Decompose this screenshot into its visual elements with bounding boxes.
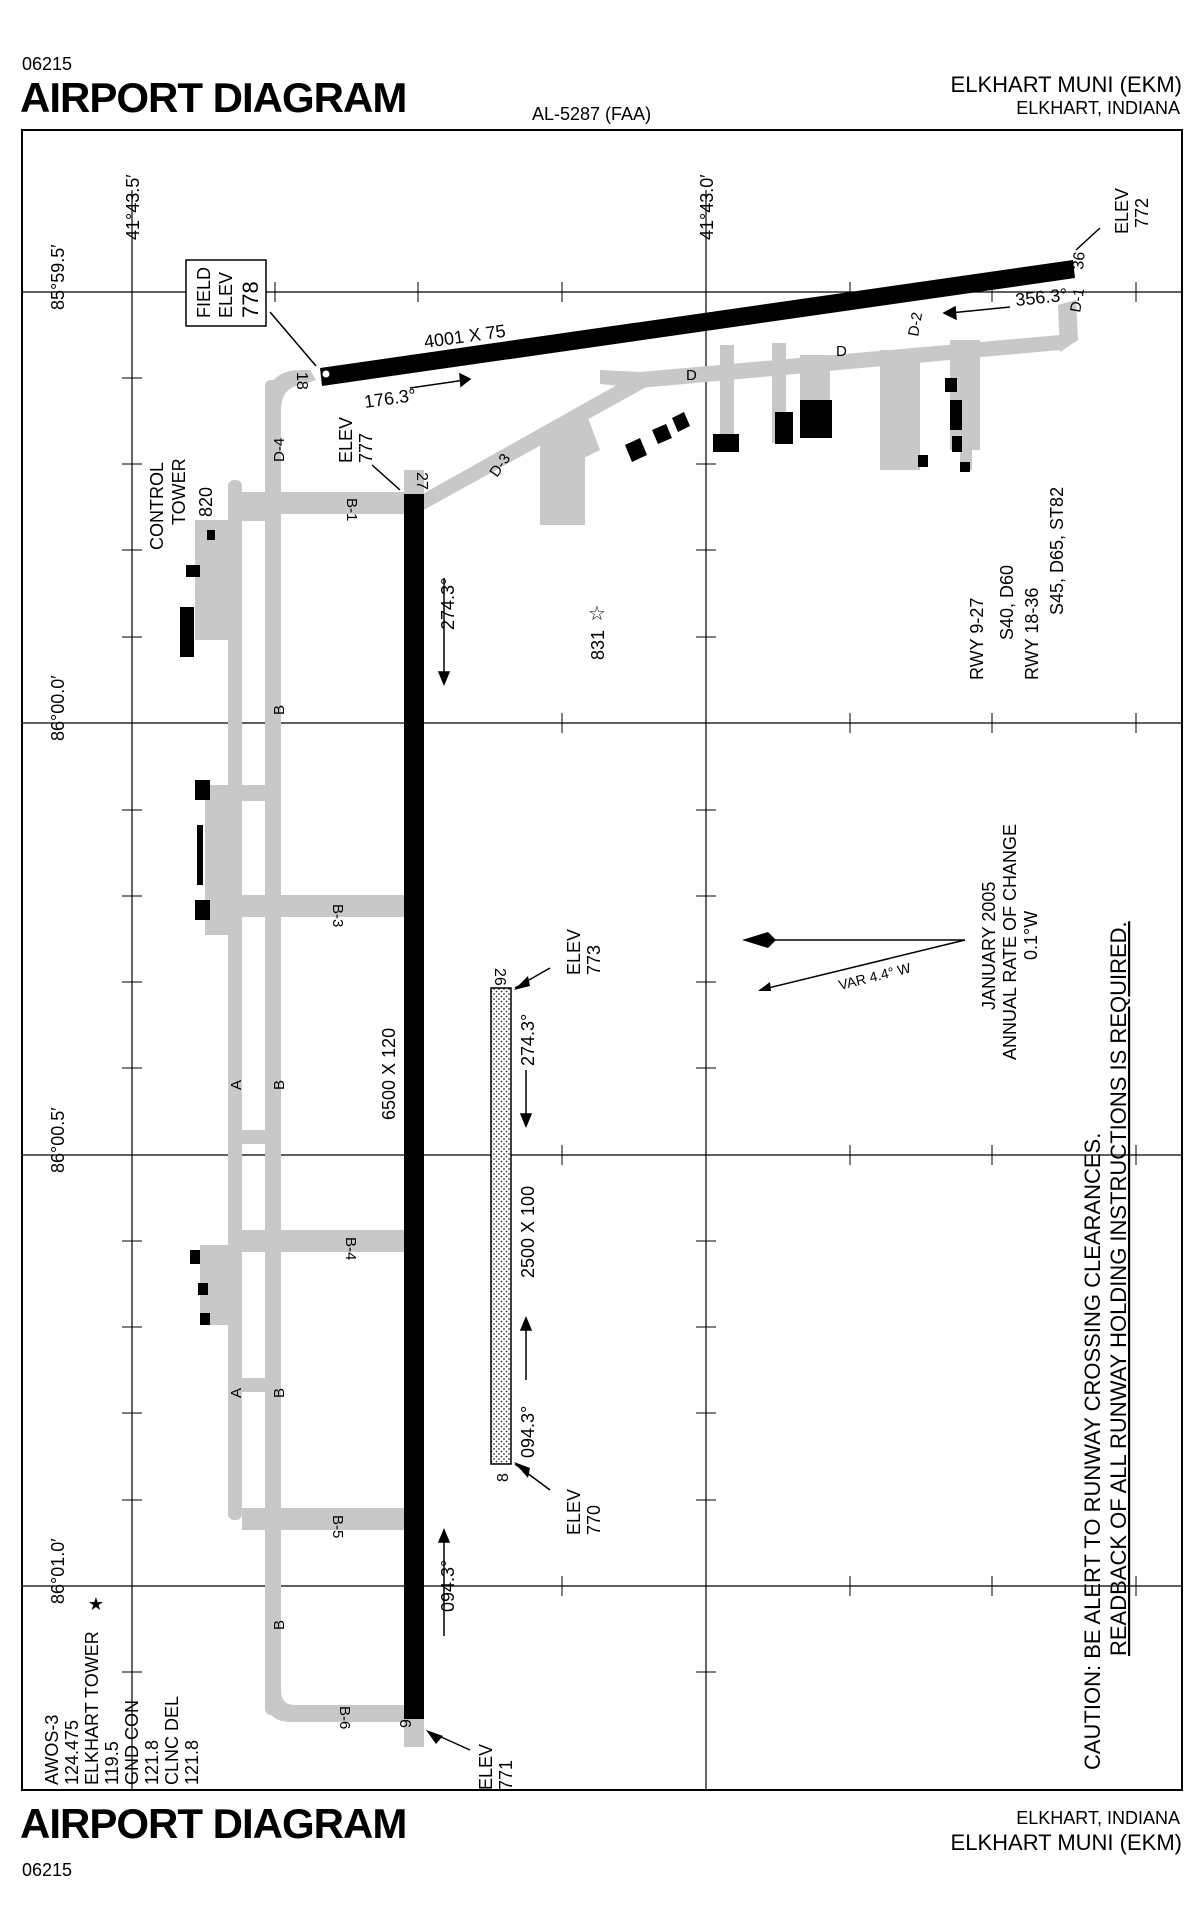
strength-rwy1836-label: RWY 18-36 xyxy=(1022,587,1042,680)
rwy826-dims: 2500 X 100 xyxy=(518,1185,538,1278)
taxiway-b-label-4: B xyxy=(271,1619,288,1630)
lat-label-4: 86°01.0′ xyxy=(48,1538,68,1604)
lat-label-3: 86°00.5′ xyxy=(48,1107,68,1173)
rwy27-elev: 777 xyxy=(356,432,376,463)
freq-awos-value: 124.475 xyxy=(62,1719,82,1785)
rwy8-elev: 770 xyxy=(584,1504,604,1535)
freq-gnd: GND CON xyxy=(122,1700,142,1785)
rwy927-heading-094: 094.3° xyxy=(438,1559,458,1612)
rwy9-end: 9 xyxy=(398,1719,415,1728)
taxiway-b-label-2: B xyxy=(271,1079,288,1090)
runway-8-26 xyxy=(491,988,511,1464)
airport-name-top: ELKHART MUNI (EKM) xyxy=(950,72,1182,97)
variation-rate-label: ANNUAL RATE OF CHANGE xyxy=(1000,823,1020,1060)
lon-label-2: 41°43.0′ xyxy=(697,174,717,240)
taxiway-network xyxy=(195,300,1078,1722)
taxiway-b5: B-5 xyxy=(329,1515,346,1539)
rwy826-heading-094: 094.3° xyxy=(518,1405,538,1458)
taxiway-d-label-1: D xyxy=(686,367,697,384)
rwy8-elev-label: ELEV xyxy=(564,1488,584,1535)
taxiway-a-label-2: A xyxy=(228,1387,245,1398)
chart-id-bottom: 06215 xyxy=(22,1860,73,1880)
taxiway-b6: B-6 xyxy=(336,1706,353,1730)
chart-title-top: AIRPORT DIAGRAM xyxy=(20,74,407,121)
caution-line1: CAUTION: BE ALERT TO RUNWAY CROSSING CLEARANCES. xyxy=(1080,1132,1105,1770)
taxiway-d-label-2: D xyxy=(836,343,847,360)
runway-9-27 xyxy=(404,494,424,1719)
location-top: ELKHART, INDIANA xyxy=(1016,98,1180,118)
rwy1836-heading-356: 356.3° xyxy=(1014,284,1069,310)
rwy8-end: 8 xyxy=(495,1473,512,1482)
taxiway-d1: D-1 xyxy=(1067,286,1089,314)
freq-gnd-value: 121.8 xyxy=(142,1739,162,1785)
taxiway-b4: B-4 xyxy=(342,1237,359,1261)
rwy9-elev: 771 xyxy=(496,1759,516,1790)
rwy26-elev: 773 xyxy=(584,944,604,975)
taxiway-b-label-3: B xyxy=(271,1387,288,1398)
rwy927-heading-274: 274.3° xyxy=(438,577,458,630)
rwy1836-heading-176: 176.3° xyxy=(362,384,418,412)
rwy27-end: 27 xyxy=(413,472,430,490)
lat-label-2: 86°00.0′ xyxy=(48,675,68,741)
variation-date: JANUARY 2005 xyxy=(979,881,999,1010)
lat-label-1: 85°59.5′ xyxy=(48,244,68,310)
freq-clnc: CLNC DEL xyxy=(162,1695,182,1785)
rwy927-dims: 6500 X 120 xyxy=(379,1027,399,1120)
location-bottom: ELKHART, INDIANA xyxy=(1016,1808,1180,1828)
field-elev-value: 778 xyxy=(238,281,263,318)
variation-rate: 0.1°W xyxy=(1021,910,1041,960)
rwy9-elev-label: ELEV xyxy=(476,1743,496,1790)
taxiway-b3: B-3 xyxy=(329,904,346,928)
beacon-icon: ☆ xyxy=(588,603,606,625)
rwy26-end: 26 xyxy=(491,968,508,986)
strength-rwy1836-value: S45, D65, ST82 xyxy=(1047,486,1067,615)
rwy26-elev-label: ELEV xyxy=(564,928,584,975)
rwy27-elev-label: ELEV xyxy=(336,416,356,463)
caution-line2: READBACK OF ALL RUNWAY HOLDING INSTRUCTIONS IS REQUIRED. xyxy=(1106,921,1131,1656)
rwy36-elev-label: ELEV xyxy=(1112,187,1132,234)
rwy36-end: 36 xyxy=(1070,250,1089,271)
control-tower-elev: 820 xyxy=(196,486,216,517)
variation-var: VAR 4.4° W xyxy=(836,959,913,993)
taxiway-d3: D-3 xyxy=(486,450,515,481)
airport-name-bottom: ELKHART MUNI (EKM) xyxy=(950,1830,1182,1855)
freq-awos: AWOS-3 xyxy=(42,1714,62,1785)
al-number: AL-5287 (FAA) xyxy=(532,104,652,124)
chart-id-top: 06215 xyxy=(22,54,73,74)
rwy36-elev: 772 xyxy=(1132,197,1152,228)
taxiway-d4: D-4 xyxy=(271,437,288,462)
strength-rwy927-label: RWY 9-27 xyxy=(967,597,987,680)
taxiway-d2: D-2 xyxy=(905,310,927,338)
freq-clnc-value: 121.8 xyxy=(182,1739,202,1785)
field-elev-line1: FIELD xyxy=(194,266,214,318)
taxiway-a-label-1: A xyxy=(228,1079,245,1090)
lon-label-1: 41°43.5′ xyxy=(123,174,143,240)
rwy18-end: 18 xyxy=(293,372,310,390)
taxiway-b-label-1: B xyxy=(271,704,288,715)
freq-tower-value: 119.5 xyxy=(102,1741,122,1785)
control-tower-line2: TOWER xyxy=(169,458,189,525)
freq-tower: ELKHART TOWER xyxy=(82,1631,102,1785)
chart-title-bottom: AIRPORT DIAGRAM xyxy=(20,1800,407,1847)
runway-18-marker xyxy=(322,370,330,378)
beacon-elev: 831 xyxy=(588,629,608,660)
rwy826-heading-274: 274.3° xyxy=(518,1013,538,1066)
control-tower-line1: CONTROL xyxy=(147,461,167,550)
taxiway-b1: B-1 xyxy=(343,498,360,522)
strength-rwy927-value: S40, D60 xyxy=(997,564,1017,640)
field-elev-line2: ELEV xyxy=(216,271,236,318)
tower-star-icon: ★ xyxy=(87,1594,105,1614)
rwy1836-dims: 4001 X 75 xyxy=(422,320,507,352)
